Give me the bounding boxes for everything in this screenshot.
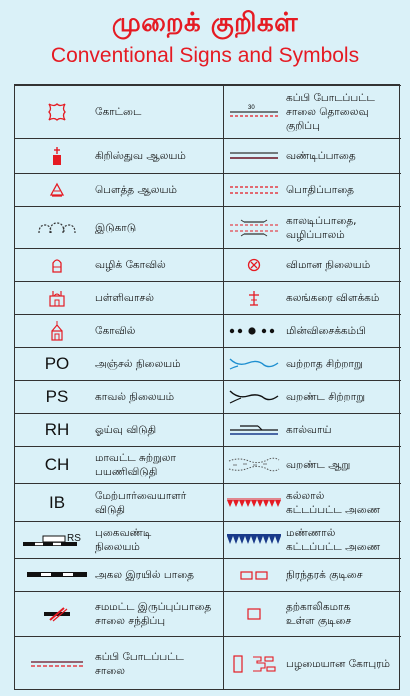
table-row — [15, 248, 401, 281]
buddhist-temple-icon — [21, 174, 93, 206]
circuit-house-icon — [21, 447, 93, 483]
masonry-dam-icon — [226, 484, 282, 521]
burial-ground-icon — [21, 207, 93, 248]
symbol-label: கால்வாய் — [286, 424, 332, 436]
table-row — [15, 483, 401, 521]
symbol-label: கோட்டை — [95, 106, 142, 118]
railway-station-icon — [21, 522, 93, 558]
table-row — [15, 347, 401, 380]
police-station-icon — [21, 381, 93, 413]
earthen-dam-icon — [226, 522, 282, 558]
permanent-hut-icon — [226, 559, 282, 591]
aerodrome-icon — [226, 249, 282, 281]
symbol-label: காவல் நிலையம் — [95, 391, 175, 403]
symbol-label: புகைவண்டி நிலையம் — [95, 527, 152, 553]
table-row — [15, 85, 401, 138]
metalled-road-distance-icon — [226, 86, 282, 138]
symbol-label: மண்ணால் கட்டப்பட்ட அணை — [286, 527, 381, 553]
fort-icon — [21, 86, 93, 138]
ancient-monument-icon — [226, 637, 282, 691]
symbol-label: கல்லால் கட்டப்பட்ட அணை — [286, 489, 381, 516]
table-cell-right — [224, 592, 401, 636]
symbol-label: தற்காலிகமாக உள்ள குடிசை — [286, 601, 352, 627]
table-cell-right — [224, 282, 401, 314]
table-cell-right — [224, 414, 401, 446]
temple-icon — [21, 315, 93, 347]
symbol-label: மின்விசைக்கம்பி — [286, 325, 366, 337]
symbol-label: வழிக் கோவில் — [95, 259, 166, 271]
post-office-icon — [21, 348, 93, 380]
table-row — [15, 636, 401, 691]
symbol-label: அஞ்சல் நிலையம் — [95, 358, 181, 370]
table-cell-left — [15, 414, 223, 446]
cart-track-icon — [226, 139, 282, 173]
table-cell-right — [224, 207, 401, 248]
table-cell-right — [224, 447, 401, 483]
canal-icon — [226, 414, 282, 446]
symbol-label: கப்பி போடப்பட்ட சாலை தொலைவு குறிப்பு — [286, 92, 375, 132]
symbol-abbreviation: RH — [44, 420, 70, 439]
table-row — [15, 558, 401, 591]
symbol-label: வற்றாத சிற்றாறு — [286, 358, 363, 370]
symbol-label: பொதிப்பாதை — [286, 184, 354, 196]
table-row — [15, 138, 401, 173]
symbol-label: இடுகாடு — [95, 221, 137, 234]
table-cell-right — [224, 381, 401, 413]
table-row — [15, 314, 401, 347]
title-tamil: முறைக் குறிகள் — [111, 8, 299, 38]
symbol-abbreviation: PS — [45, 387, 69, 406]
shrine-icon — [21, 249, 93, 281]
symbol-label: வறண்ட ஆறு — [286, 459, 351, 471]
table-cell-left — [15, 282, 223, 314]
symbol-label: நிரந்தரக் குடிசை — [286, 569, 363, 581]
title-english: Conventional Signs and Symbols — [50, 44, 360, 67]
table-cell-left — [15, 139, 223, 173]
rest-house-icon — [21, 414, 93, 446]
power-line-icon — [226, 315, 282, 347]
symbol-label: பௌத்த ஆலயம் — [95, 184, 177, 196]
symbol-label: வறண்ட சிற்றாறு — [286, 391, 366, 403]
table-cell-left — [15, 315, 223, 347]
table-cell-right — [224, 348, 401, 380]
table-cell-left — [15, 484, 223, 521]
table-cell-left — [15, 174, 223, 206]
broad-gauge-railway-icon — [21, 559, 93, 591]
table-row — [15, 521, 401, 558]
header — [0, 0, 410, 78]
table-cell-left — [15, 522, 223, 558]
symbols-table — [14, 84, 400, 690]
symbol-label: சமமட்ட இருப்புப்பாதை சாலை சந்திப்பு — [95, 601, 212, 627]
symbol-label: வண்டிப்பாதை — [286, 150, 356, 162]
table-cell-right — [224, 174, 401, 206]
table-cell-left — [15, 592, 223, 636]
table-row — [15, 281, 401, 314]
symbol-label: கிறிஸ்துவ ஆலயம் — [95, 150, 186, 162]
table-row — [15, 380, 401, 413]
dry-stream-icon — [226, 381, 282, 413]
level-crossing-icon — [21, 592, 93, 636]
temporary-hut-icon — [226, 592, 282, 636]
table-cell-right — [224, 637, 401, 691]
table-cell-right — [224, 249, 401, 281]
symbol-abbreviation: IB — [48, 492, 66, 512]
symbol-label: ஓய்வு விடுதி — [95, 424, 157, 436]
symbol-label: காலடிப்பாதை, வழிப்பாலம் — [286, 214, 357, 241]
table-row — [15, 206, 401, 248]
table-cell-left — [15, 86, 223, 138]
metalled-road-icon — [21, 637, 93, 691]
road-distance-number: 30 — [248, 105, 255, 111]
table-row — [15, 413, 401, 446]
table-cell-left — [15, 249, 223, 281]
table-cell-left — [15, 447, 223, 483]
table-cell-right — [224, 559, 401, 591]
symbol-label: கப்பி போடப்பட்ட சாலை — [95, 651, 184, 677]
symbol-label: கலங்கரை விளக்கம் — [286, 292, 380, 304]
table-cell-right — [224, 139, 401, 173]
table-row — [15, 173, 401, 206]
lighthouse-icon — [226, 282, 282, 314]
table-cell-left — [15, 381, 223, 413]
footpath-bridge-icon — [226, 207, 282, 248]
symbol-label: அகல இரயில் பாதை — [95, 569, 194, 581]
table-row — [15, 591, 401, 636]
dry-river-icon — [226, 447, 282, 483]
table-cell-right — [224, 315, 401, 347]
church-icon — [21, 139, 93, 173]
inspection-bungalow-icon — [21, 484, 93, 521]
railway-station-code: RS — [67, 533, 81, 544]
symbol-label: மாவட்ட சுற்றுலா பயணிவிடுதி — [95, 452, 177, 478]
table-cell-left — [15, 637, 223, 691]
table-cell-right — [224, 86, 401, 138]
symbol-abbreviation: CH — [44, 455, 70, 474]
symbol-label: பழமையான கோபுரம் — [286, 658, 391, 670]
table-cell-right — [224, 484, 401, 521]
symbol-label: விமான நிலையம் — [286, 259, 371, 271]
perennial-stream-icon — [226, 348, 282, 380]
symbol-label: கோவில் — [95, 325, 136, 337]
table-cell-left — [15, 348, 223, 380]
symbol-abbreviation: PO — [44, 354, 70, 373]
table-row — [15, 446, 401, 483]
symbol-label: மேற்பார்வையாளர் விடுதி — [95, 489, 187, 516]
footpath-icon — [226, 174, 282, 206]
table-cell-left — [15, 559, 223, 591]
table-cell-right — [224, 522, 401, 558]
mosque-icon — [21, 282, 93, 314]
symbol-label: பள்ளிவாசல் — [95, 292, 154, 304]
table-cell-left — [15, 207, 223, 248]
